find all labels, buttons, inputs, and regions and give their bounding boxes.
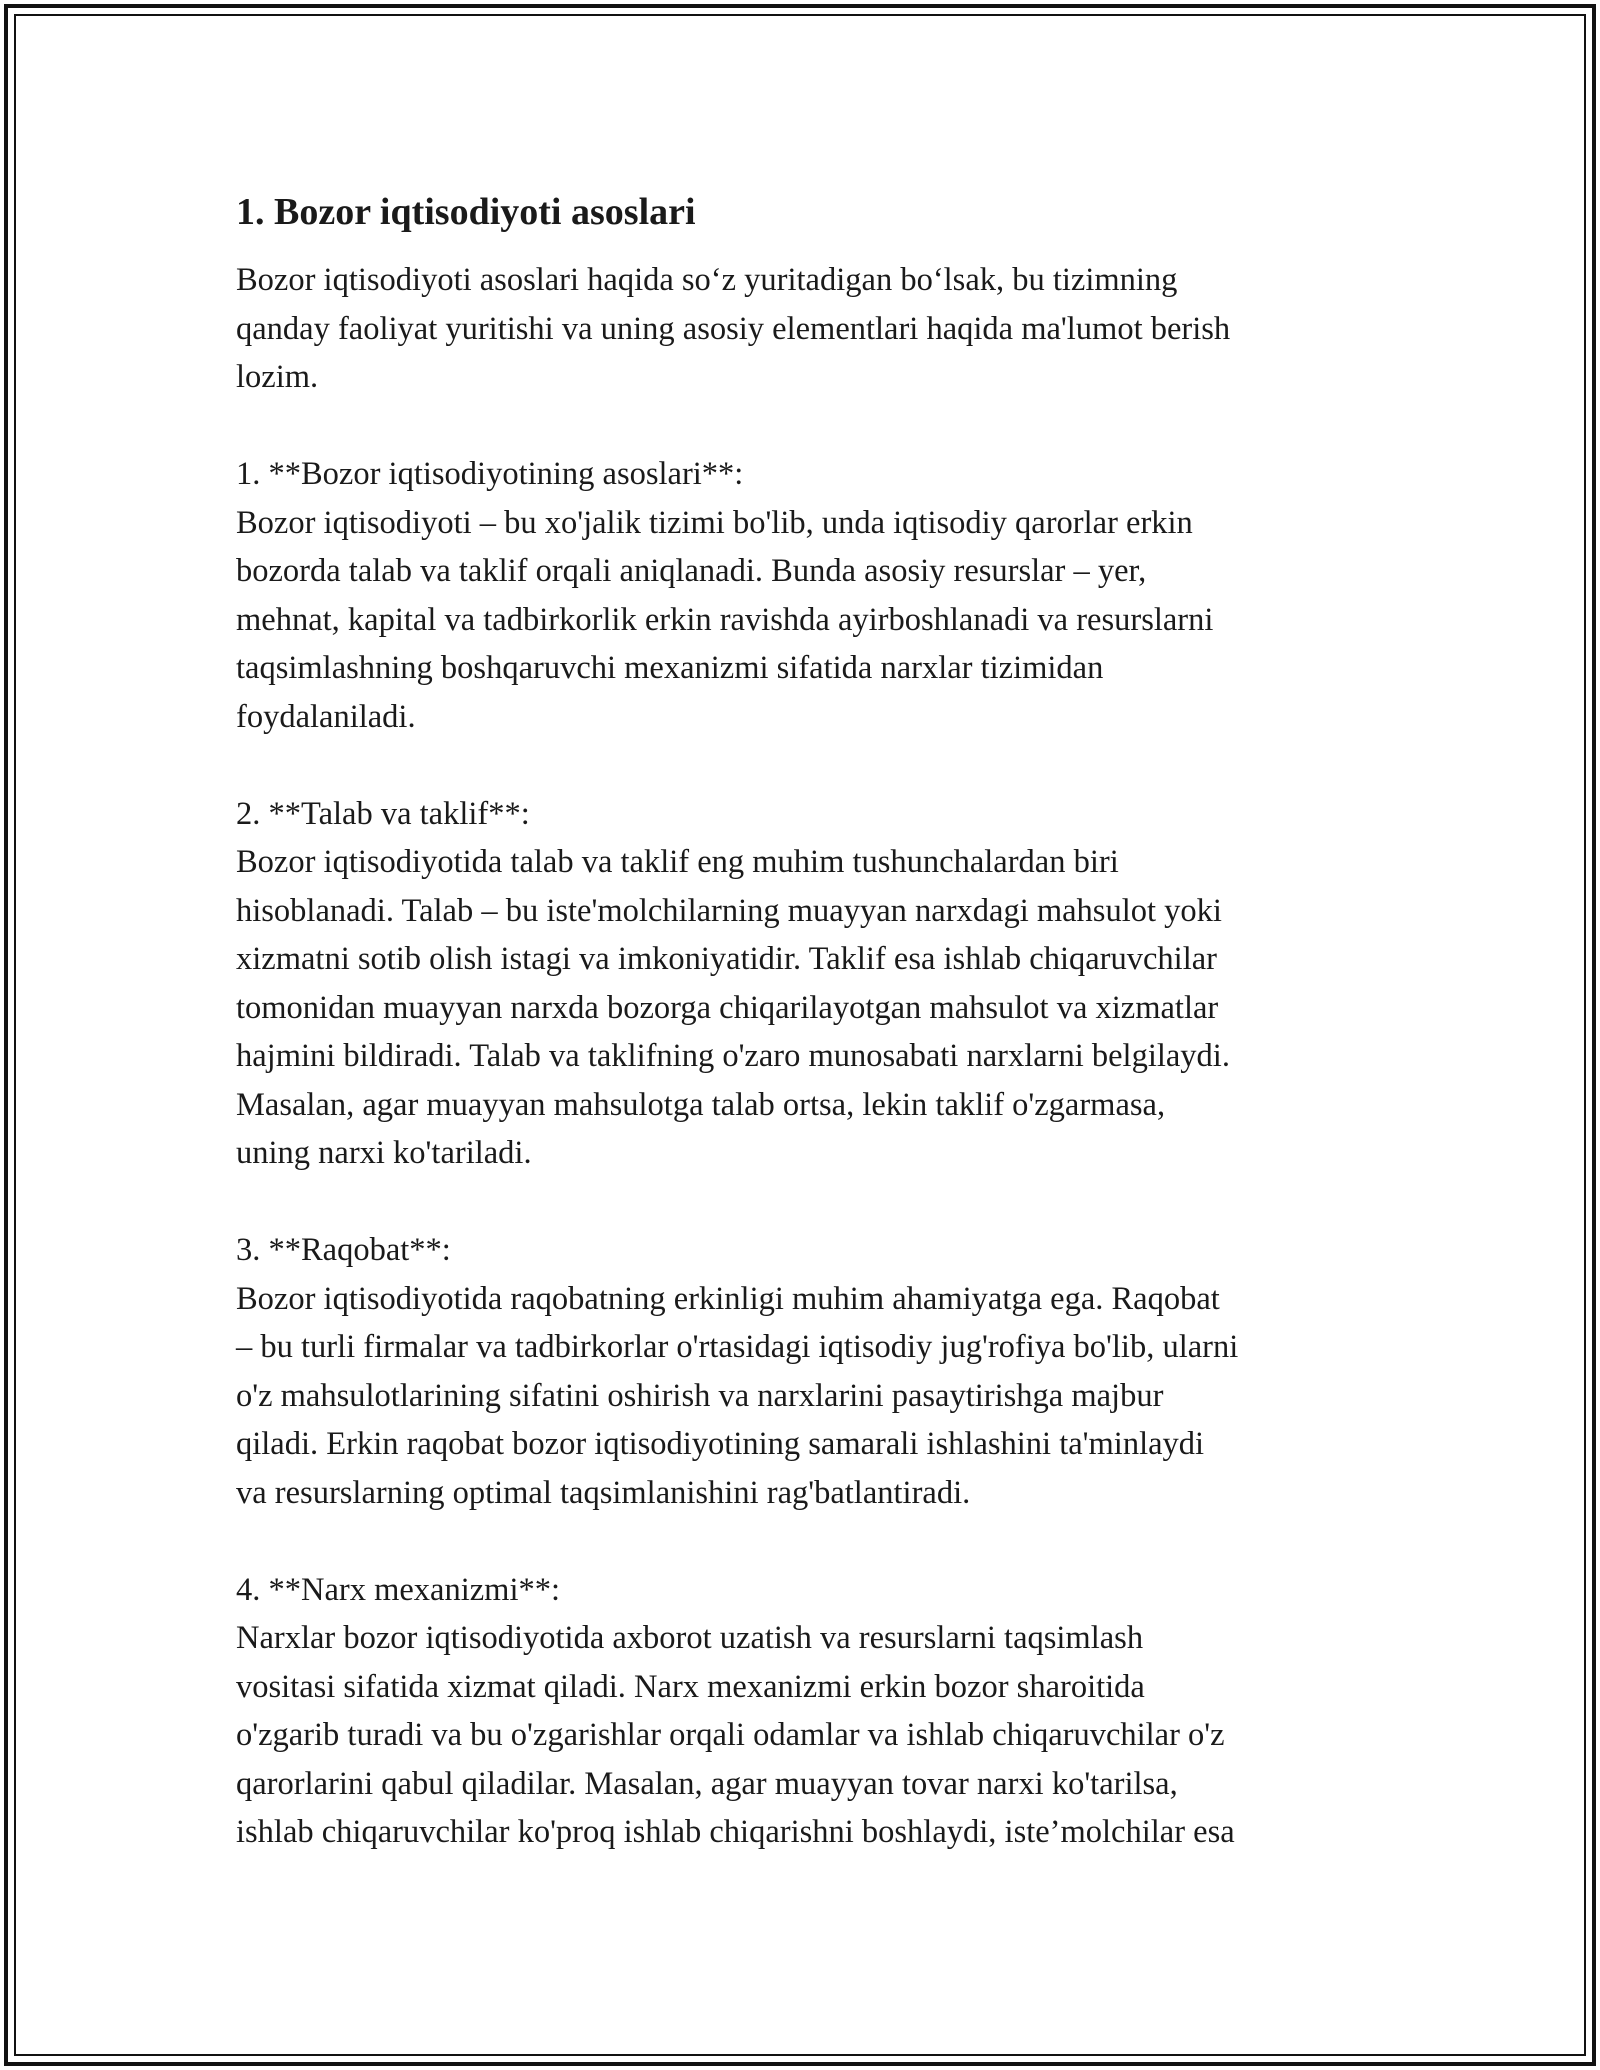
text-line: 3. **Raqobat**: [236,1232,451,1268]
market-basics-paragraph [236,450,1376,741]
text-line: taqsimlashning boshqaruvchi mexanizmi sifatida narxlar tizimidan [236,650,1104,686]
text-line: qiladi. Erkin raqobat bozor iqtisodiyotining samarali ishlashini ta'minlaydi [236,1426,1205,1462]
text-line: Masalan, agar muayyan mahsulotga talab ortsa, lekin taklif o'zgarmasa, [236,1086,1166,1123]
text-line: vositasi sifatida xizmat qiladi. Narx mexanizmi erkin bozor sharoitida [236,1668,1145,1705]
text-line: xizmatni sotib olish istagi va imkoniyatidir. Taklif esa ishlab chiqaruvchilar [236,941,1217,977]
price-mechanism-paragraph [236,1566,1376,1857]
text-line: 1. **Bozor iqtisodiyotining asoslari**: [236,456,744,492]
text-line: ishlab chiqaruvchilar ko'proq ishlab chiqarishni boshlaydi, iste’molchilar esa [236,1814,1235,1850]
text-line: uning narxi ko'tariladi. [236,1135,532,1171]
text-line: Bozor iqtisodiyoti – bu xo'jalik tizimi bo'lib, unda iqtisodiy qarorlar erkin [236,504,1193,541]
text-line: – bu turli firmalar va tadbirkorlar o'rtasidagi iqtisodiy jug'rofiya bo'lib, ularni [236,1329,1239,1365]
text-line: qanday faoliyat yuritishi va uning asosiy elementlari haqida ma'lumot berish [236,310,1231,347]
text-line: bozorda talab va taklif orqali aniqlanadi. Bunda asosiy resurslar – yer, [236,553,1147,589]
text-line: foydalaniladi. [236,698,416,735]
text-line: qarorlarini qabul qiladilar. Masalan, agar muayyan tovar narxi ko'tarilsa, [236,1765,1178,1802]
text-line: 2. **Talab va taklif**: [236,795,530,832]
text-line: Bozor iqtisodiyotida talab va taklif eng muhim tushunchalardan biri [236,844,1119,880]
text-line: lozim. [236,359,319,395]
text-line: Bozor iqtisodiyoti asoslari haqida so‘z yuritadigan bo‘lsak, bu tizimning [236,262,1178,298]
competition-paragraph [236,1226,1376,1517]
text-line: mehnat, kapital va tadbirkorlik erkin ravishda ayirboshlanadi va resurslarni [236,601,1214,638]
text-line: Narxlar bozor iqtisodiyotida axborot uzatish va resurslarni taqsimlash [236,1620,1144,1656]
text-line: hajmini bildiradi. Talab va taklifning o'zaro munosabati narxlarni belgilaydi. [236,1038,1230,1074]
section-heading: 1. Bozor iqtisodiyoti asoslari [236,191,696,233]
text-line: tomonidan muayyan narxda bozorga chiqarilayotgan mahsulot va xizmatlar [236,989,1219,1026]
text-line: o'z mahsulotlarining sifatini oshirish va narxlarini pasaytirishga majbur [236,1377,1164,1414]
text-line: Bozor iqtisodiyotida raqobatning erkinligi muhim ahamiyatga ega. Raqobat [236,1280,1220,1317]
intro-paragraph [236,256,1376,402]
supply-demand-paragraph [236,790,1376,1178]
text-line: hisoblanadi. Talab – bu iste'molchilarning muayyan narxdagi mahsulot yoki [236,892,1222,929]
text-line: o'zgarib turadi va bu o'zgarishlar orqali odamlar va ishlab chiqaruvchilar o'z [236,1717,1225,1753]
text-line: 4. **Narx mexanizmi**: [236,1571,561,1608]
document-body [236,186,1376,1905]
text-line: va resurslarning optimal taqsimlanishini rag'batlantiradi. [236,1474,971,1511]
